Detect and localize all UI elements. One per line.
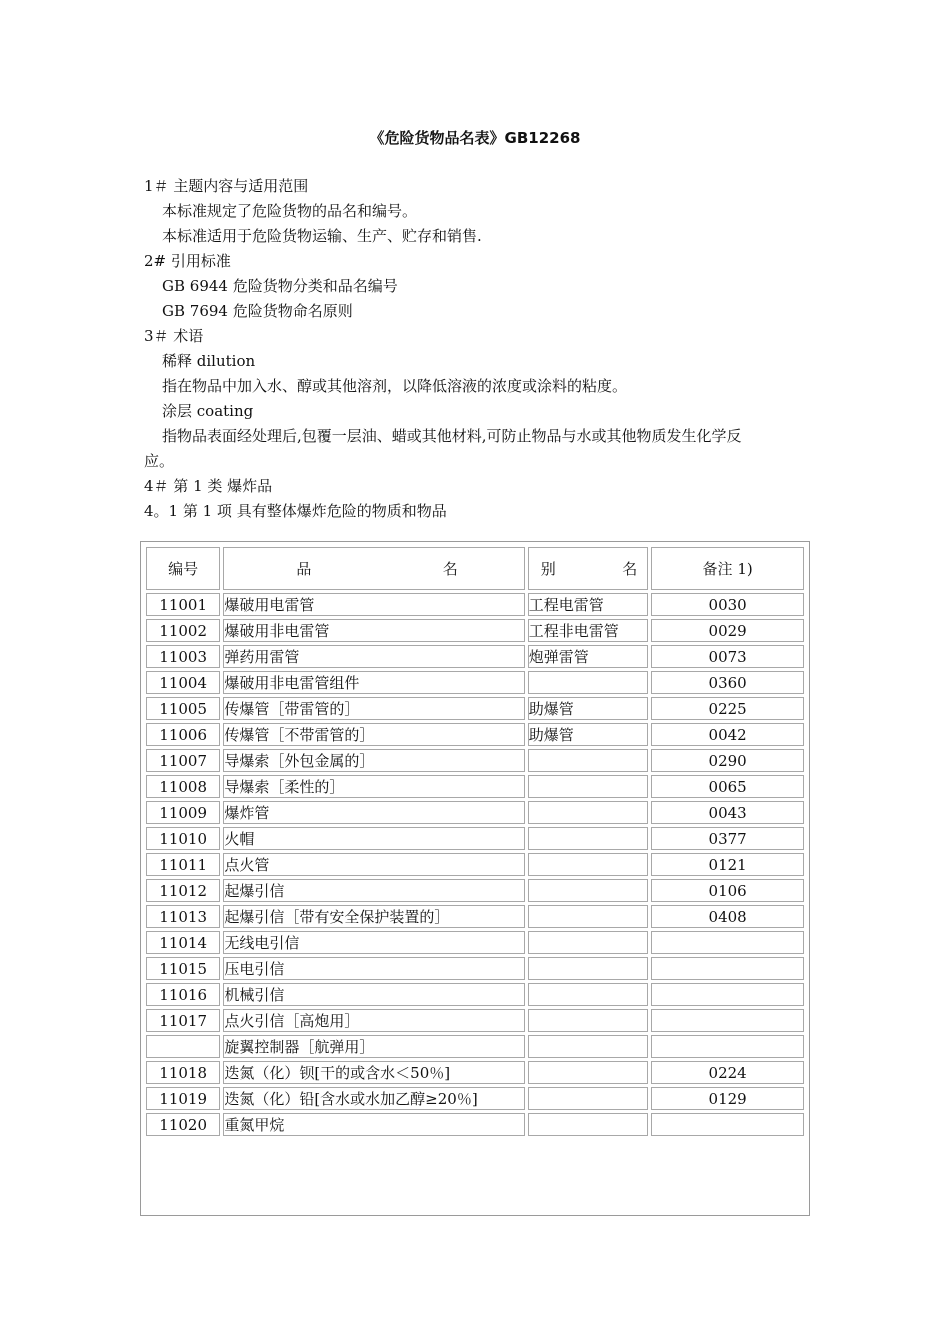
cell-note: 0106 — [651, 879, 804, 902]
cell-number: 11016 — [146, 983, 220, 1006]
body-line: 指在物品中加入水、醇或其他溶剂，以降低溶液的浓度或涂料的粘度。 — [162, 377, 628, 395]
body-line: 本标准适用于危险货物运输、生产、贮存和销售. — [162, 227, 482, 245]
cell-name: 机械引信 — [223, 983, 524, 1006]
cell-name: 旋翼控制器［航弹用］ — [223, 1035, 524, 1058]
cell-alias — [528, 801, 649, 824]
cell-note — [651, 1035, 804, 1058]
table-header-row — [146, 547, 804, 590]
cell-alias — [528, 827, 649, 850]
cell-number: 11001 — [146, 593, 220, 616]
body-line: 4。1 第 1 项 具有整体爆炸危险的物质和物品 — [144, 502, 447, 520]
cell-name: 传爆管［带雷管的］ — [223, 697, 524, 720]
cell-name: 传爆管［不带雷管的］ — [223, 723, 524, 746]
cell-number: 11004 — [146, 671, 220, 694]
cell-number: 11017 — [146, 1009, 220, 1032]
table-row — [146, 983, 804, 1006]
cell-note: 0121 — [651, 853, 804, 876]
table-row — [146, 931, 804, 954]
cell-note: 0029 — [651, 619, 804, 642]
cell-name: 爆炸管 — [223, 801, 524, 824]
table-row — [146, 645, 804, 668]
body-line: GB 7694 危险货物命名原则 — [162, 302, 353, 320]
table-row — [146, 827, 804, 850]
body-line: 4＃ 第 1 类 爆炸品 — [144, 477, 273, 495]
cell-note: 0225 — [651, 697, 804, 720]
header-alias-part-b: 名 — [622, 560, 638, 578]
cell-number: 11006 — [146, 723, 220, 746]
cell-note — [651, 983, 804, 1006]
cell-number: 11020 — [146, 1113, 220, 1136]
cell-name: 起爆引信［带有安全保护装置的］ — [223, 905, 524, 928]
cell-number: 11014 — [146, 931, 220, 954]
header-number: 编号 — [146, 547, 220, 590]
dangerous-goods-table-frame — [140, 541, 810, 1216]
table-row — [146, 801, 804, 824]
cell-number: 11009 — [146, 801, 220, 824]
cell-note — [651, 957, 804, 980]
body-line: 本标准规定了危险货物的品名和编号。 — [162, 202, 418, 220]
body-line: 2# 引用标准 — [144, 252, 231, 270]
cell-alias: 炮弹雷管 — [528, 645, 649, 668]
cell-name: 导爆索［柔性的］ — [223, 775, 524, 798]
cell-note: 0360 — [651, 671, 804, 694]
cell-name: 爆破用非电雷管 — [223, 619, 524, 642]
cell-note — [651, 931, 804, 954]
cell-number: 11005 — [146, 697, 220, 720]
cell-alias — [528, 1035, 649, 1058]
cell-number: 11012 — [146, 879, 220, 902]
header-note: 备注 1) — [651, 547, 804, 590]
cell-note: 0030 — [651, 593, 804, 616]
cell-alias — [528, 983, 649, 1006]
header-name-part-b: 名 — [442, 560, 458, 578]
cell-alias — [528, 1113, 649, 1136]
cell-name: 迭氮（化）铅[含水或水加乙醇≥20％] — [223, 1087, 524, 1110]
cell-alias — [528, 957, 649, 980]
cell-number: 11008 — [146, 775, 220, 798]
cell-number: 11013 — [146, 905, 220, 928]
table-body — [146, 593, 804, 1136]
cell-note: 0043 — [651, 801, 804, 824]
cell-note: 0408 — [651, 905, 804, 928]
cell-name: 无线电引信 — [223, 931, 524, 954]
table-row — [146, 1087, 804, 1110]
body-line: 应。 — [144, 452, 175, 470]
cell-alias — [528, 749, 649, 772]
table-row — [146, 1061, 804, 1084]
cell-number: 11007 — [146, 749, 220, 772]
cell-number: 11010 — [146, 827, 220, 850]
cell-alias — [528, 853, 649, 876]
cell-note: 0377 — [651, 827, 804, 850]
body-line: 指物品表面经处理后,包覆一层油、蜡或其他材料,可防止物品与水或其他物质发生化学反 — [162, 427, 742, 445]
header-alias-part-a: 别 — [540, 560, 556, 578]
cell-alias: 助爆管 — [528, 697, 649, 720]
cell-alias — [528, 905, 649, 928]
cell-note — [651, 1113, 804, 1136]
header-name-part-a: 品 — [296, 560, 312, 578]
cell-name: 起爆引信 — [223, 879, 524, 902]
table-row — [146, 697, 804, 720]
cell-number: 11011 — [146, 853, 220, 876]
body-line: GB 6944 危险货物分类和品名编号 — [162, 277, 398, 295]
cell-name: 导爆索［外包金属的］ — [223, 749, 524, 772]
cell-name: 点火引信［高炮用］ — [223, 1009, 524, 1032]
cell-number: 11015 — [146, 957, 220, 980]
cell-alias — [528, 931, 649, 954]
cell-alias: 工程非电雷管 — [528, 619, 649, 642]
body-line: 3＃ 术语 — [144, 327, 204, 345]
table-row — [146, 853, 804, 876]
table-row — [146, 723, 804, 746]
cell-name: 点火管 — [223, 853, 524, 876]
cell-name: 爆破用电雷管 — [223, 593, 524, 616]
table-row — [146, 957, 804, 980]
cell-number: 11003 — [146, 645, 220, 668]
table-row — [146, 671, 804, 694]
table-row — [146, 1113, 804, 1136]
cell-number — [146, 1035, 220, 1058]
cell-note: 0065 — [651, 775, 804, 798]
cell-note: 0129 — [651, 1087, 804, 1110]
cell-number: 11019 — [146, 1087, 220, 1110]
cell-alias — [528, 1009, 649, 1032]
cell-note — [651, 1009, 804, 1032]
cell-name: 弹药用雷管 — [223, 645, 524, 668]
body-line: 稀释 dilution — [162, 352, 256, 370]
cell-name: 压电引信 — [223, 957, 524, 980]
table-row — [146, 1009, 804, 1032]
header-name — [223, 547, 524, 590]
cell-alias — [528, 775, 649, 798]
cell-note: 0073 — [651, 645, 804, 668]
dangerous-goods-table — [143, 544, 807, 1139]
cell-note: 0224 — [651, 1061, 804, 1084]
document-title: 《危险货物品名表》GB12268 — [369, 129, 581, 147]
cell-number: 11002 — [146, 619, 220, 642]
table-row — [146, 879, 804, 902]
body-line: 涂层 coating — [162, 402, 254, 420]
cell-note: 0290 — [651, 749, 804, 772]
table-row — [146, 775, 804, 798]
cell-alias — [528, 1061, 649, 1084]
body-line: 1＃ 主题内容与适用范围 — [144, 177, 309, 195]
cell-note: 0042 — [651, 723, 804, 746]
cell-alias — [528, 671, 649, 694]
cell-alias: 助爆管 — [528, 723, 649, 746]
cell-name: 迭氮（化）钡[干的或含水＜50％] — [223, 1061, 524, 1084]
cell-alias: 工程电雷管 — [528, 593, 649, 616]
table-row — [146, 1035, 804, 1058]
table-row — [146, 905, 804, 928]
table-row — [146, 619, 804, 642]
cell-name: 火帽 — [223, 827, 524, 850]
cell-alias — [528, 879, 649, 902]
cell-number: 11018 — [146, 1061, 220, 1084]
table-row — [146, 749, 804, 772]
cell-alias — [528, 1087, 649, 1110]
header-alias — [528, 547, 649, 590]
table-row — [146, 593, 804, 616]
cell-name: 重氮甲烷 — [223, 1113, 524, 1136]
cell-name: 爆破用非电雷管组件 — [223, 671, 524, 694]
